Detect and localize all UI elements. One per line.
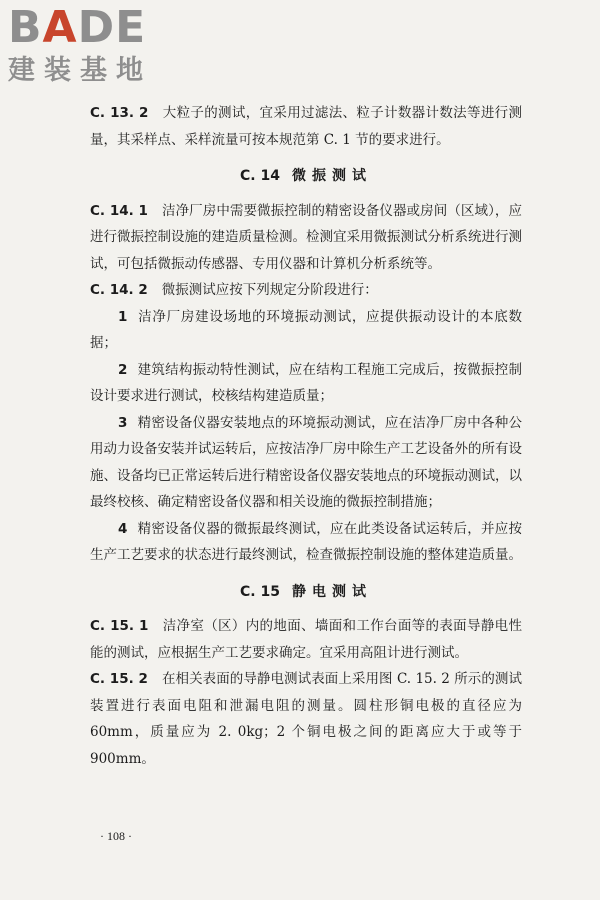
- clause-text: 在相关表面的导静电测试表面上采用图 C. 15. 2 所示的测试装置进行表面电阻和泄漏电阻的测量。圆柱形铜电极的直径应为 60mm，质量应为 2. 0kg；2 个铜电极之间的距离应大于或等于 900mm。: [90, 671, 522, 767]
- item-number: 4: [118, 520, 128, 537]
- section-title: 静电测试: [291, 583, 372, 600]
- section-title: 微振测试: [291, 168, 372, 184]
- section-number: C. 15: [240, 583, 280, 600]
- clause-number: C. 15. 2: [90, 671, 148, 687]
- item-text: 精密设备仪器安装地点的环境振动测试，应在洁净厂房中各种公用动力设备安装并试运转后，应按洁净厂房中除生产工艺设备外的所有设施、设备均已正常运转后进行精密设备仪器安装地点的环境振动测试，以最终校核、确定精密设备仪器和相关设施的微振控制措施；: [90, 414, 522, 510]
- section-number: C. 14: [240, 168, 280, 184]
- item-number: 2: [118, 361, 128, 378]
- page-number: · 108 ·: [100, 829, 132, 843]
- list-item: [90, 357, 522, 410]
- clause-text: 大粒子的测试，宜采用过滤法、粒子计数器计数法等进行测量，其采样点、采样流量可按本规范第 C. 1 节的要求进行。: [90, 105, 522, 148]
- item-number: 3: [118, 414, 128, 431]
- clause-number: C. 15. 1: [90, 618, 149, 634]
- section-heading-c14: [90, 163, 522, 190]
- logo-wordmark: BADE: [8, 2, 147, 53]
- clause-c13-2: [90, 100, 522, 153]
- list-item: [90, 516, 522, 569]
- clause-number: C. 13. 2: [90, 105, 149, 121]
- clause-c15-1: [90, 613, 522, 666]
- logo: [8, 2, 178, 96]
- list-item: [90, 410, 522, 516]
- clause-c15-2: [90, 666, 522, 772]
- item-text: 精密设备仪器的微振最终测试，应在此类设备试运转后，并应按生产工艺要求的状态进行最终测试，检查微振控制设施的整体建造质量。: [90, 520, 522, 563]
- list-item: [90, 304, 522, 357]
- item-text: 建筑结构振动特性测试，应在结构工程施工完成后，按微振控制设计要求进行测试，校核结构建造质量；: [90, 361, 522, 404]
- page-content: [90, 100, 522, 772]
- section-heading-c15: [90, 579, 522, 606]
- item-text: 洁净厂房建设场地的环境振动测试，应提供振动设计的本底数据；: [90, 308, 522, 351]
- clause-c14-1: [90, 198, 522, 278]
- logo-accent-letter: A: [42, 2, 78, 53]
- logo-subtitle: 建装基地: [8, 55, 152, 86]
- clause-text: 微振测试应按下列规定分阶段进行：: [161, 282, 378, 298]
- clause-number: C. 14. 2: [90, 282, 148, 298]
- clause-text: 洁净厂房中需要微振控制的精密设备仪器或房间（区域），应进行微振控制设施的建造质量检测。检测宜采用微振测试分析系统进行测试，可包括微振动传感器、专用仪器和计算机分析系统等。: [90, 202, 522, 272]
- clause-text: 洁净室（区）内的地面、墙面和工作台面等的表面导静电性能的测试，应根据生产工艺要求确定。宜采用高阻计进行测试。: [90, 618, 522, 661]
- clause-number: C. 14. 1: [90, 202, 148, 219]
- clause-c14-2: [90, 277, 522, 304]
- item-number: 1: [118, 308, 128, 325]
